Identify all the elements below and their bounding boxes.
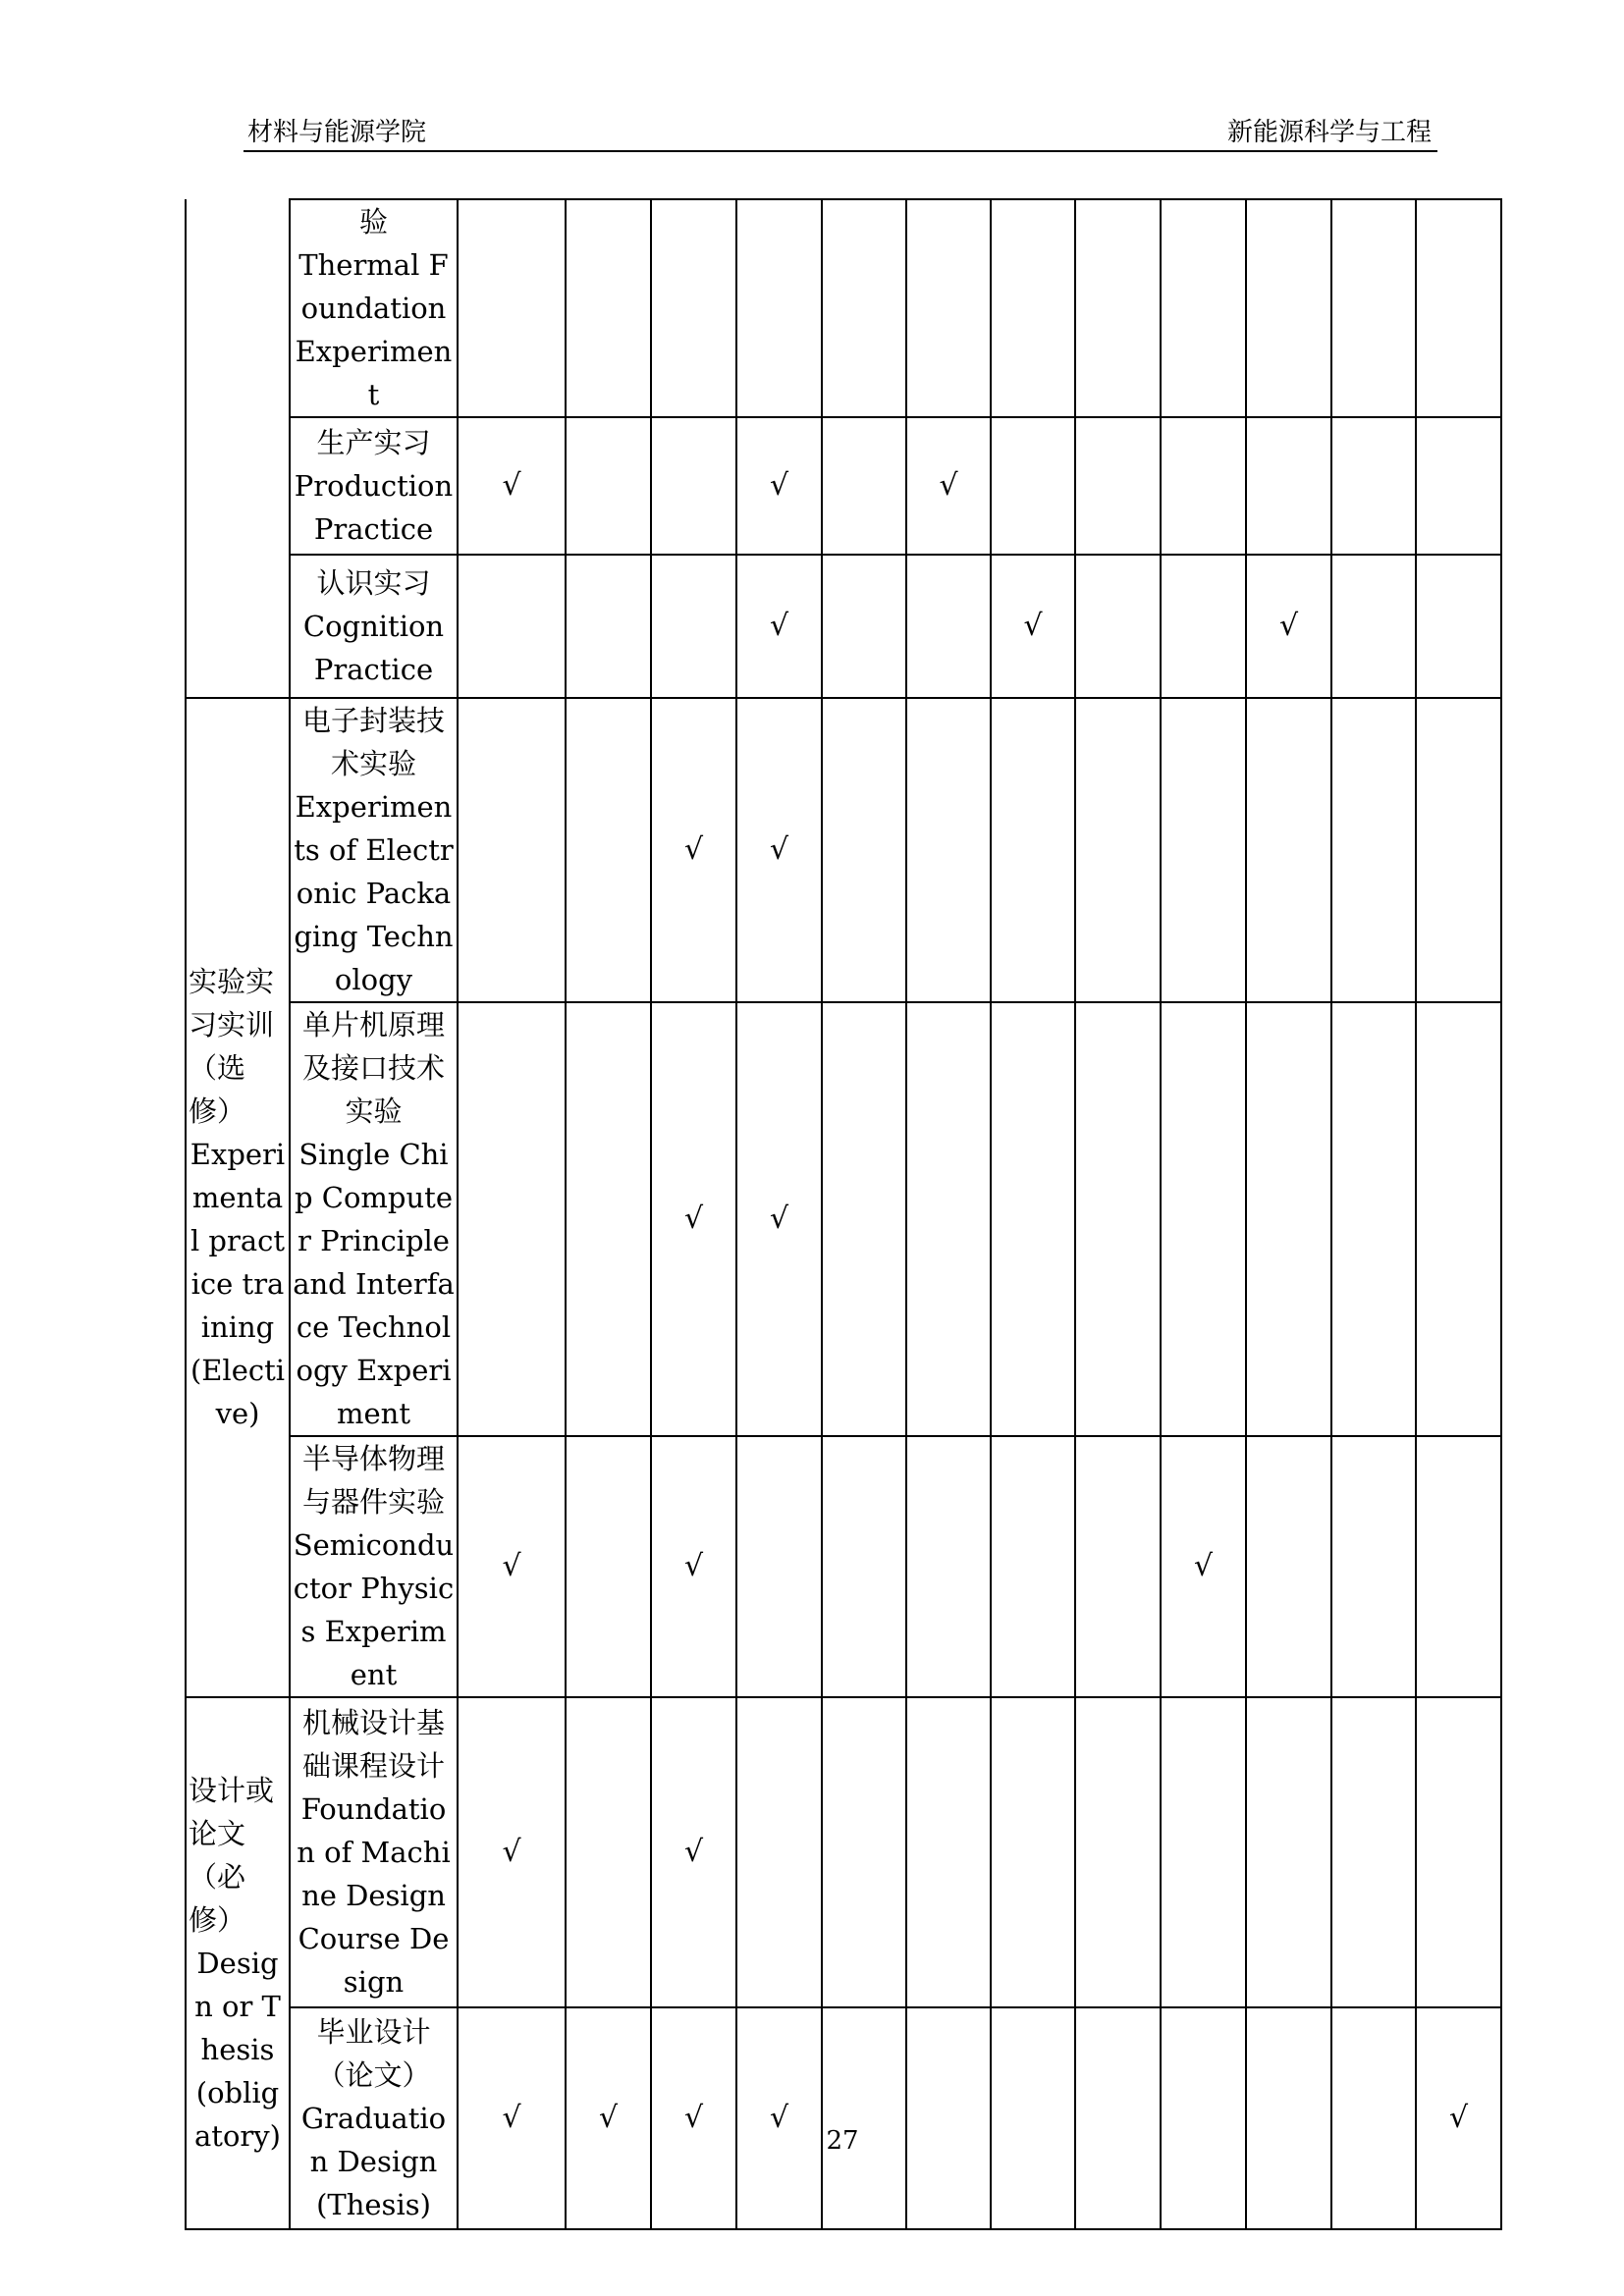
course-name-en: Graduation Design (Thesis) (300, 2102, 447, 2221)
mark-cell (822, 417, 906, 555)
mark-cell (822, 1697, 906, 2007)
table-row (186, 417, 1501, 555)
mark-cell (1161, 555, 1246, 698)
mark-cell (566, 1002, 651, 1436)
mark-cell: √ (651, 1002, 736, 1436)
page-number: 27 (826, 2126, 859, 2156)
mark-cell (1075, 1002, 1161, 1436)
category-name-cn: 实验实习实训（选修） (189, 965, 275, 1128)
mark-cell (822, 1436, 906, 1697)
mark-cell (736, 1697, 822, 2007)
category-name-cn: 设计或论文（必修） (189, 1774, 275, 1937)
mark-cell: √ (458, 417, 566, 555)
mark-cell (991, 199, 1075, 417)
mark-cell (906, 199, 991, 417)
mark-cell (1331, 555, 1416, 698)
mark-cell: √ (458, 1697, 566, 2007)
mark-cell (1331, 1002, 1416, 1436)
course-cell (290, 555, 458, 698)
mark-cell: √ (906, 417, 991, 555)
mark-cell: √ (991, 555, 1075, 698)
mark-cell (736, 1436, 822, 1697)
mark-cell: √ (651, 1436, 736, 1697)
mark-cell (991, 1697, 1075, 2007)
table-row (186, 698, 1501, 1002)
mark-cell (991, 698, 1075, 1002)
mark-cell (1416, 1436, 1501, 1697)
mark-cell (458, 1002, 566, 1436)
mark-cell (1075, 698, 1161, 1002)
mark-cell (906, 555, 991, 698)
mark-cell (458, 698, 566, 1002)
course-cell (290, 1002, 458, 1436)
mark-cell (651, 199, 736, 417)
mark-cell (566, 417, 651, 555)
mark-cell (1416, 1697, 1501, 2007)
mark-cell (1161, 199, 1246, 417)
mark-cell (1331, 698, 1416, 1002)
mark-cell: √ (736, 417, 822, 555)
mark-cell: √ (566, 2007, 651, 2229)
mark-cell (1075, 555, 1161, 698)
mark-cell: √ (458, 2007, 566, 2229)
course-cell (290, 1436, 458, 1697)
table-row (186, 555, 1501, 698)
mark-cell (1161, 1002, 1246, 1436)
mark-cell (566, 698, 651, 1002)
mark-cell (1075, 1697, 1161, 2007)
mark-cell (1075, 2007, 1161, 2229)
mark-cell (822, 2007, 906, 2229)
mark-cell (1075, 199, 1161, 417)
mark-cell (736, 199, 822, 417)
category-cell (186, 698, 290, 1697)
course-requirement-matrix (185, 198, 1502, 2230)
course-name-cn: 半导体物理与器件实验 (301, 1442, 445, 1519)
course-cell (290, 698, 458, 1002)
mark-cell (822, 698, 906, 1002)
mark-cell (1416, 417, 1501, 555)
mark-cell (1246, 417, 1331, 555)
mark-cell (1075, 1436, 1161, 1697)
mark-cell (906, 2007, 991, 2229)
mark-cell (1246, 199, 1331, 417)
course-name-en: Single Chip Computer Principle and Interface Technology Experiment (293, 1138, 455, 1430)
mark-cell (1075, 417, 1161, 555)
mark-cell (1416, 698, 1501, 1002)
mark-cell (822, 199, 906, 417)
mark-cell (1246, 698, 1331, 1002)
course-name-cn: 验 (358, 205, 388, 239)
course-name-en: Experiments of Electronic Packaging Technology (294, 790, 454, 996)
mark-cell (566, 199, 651, 417)
table-row (186, 1697, 1501, 2007)
table-row (186, 1436, 1501, 1697)
mark-cell (651, 417, 736, 555)
mark-cell (651, 555, 736, 698)
page-header-left: 材料与能源学院 (247, 118, 427, 147)
mark-cell: √ (1161, 1436, 1246, 1697)
mark-cell (1331, 1436, 1416, 1697)
course-cell (290, 199, 458, 417)
mark-cell (1416, 199, 1501, 417)
mark-cell (822, 555, 906, 698)
mark-cell (822, 1002, 906, 1436)
mark-cell: √ (736, 1002, 822, 1436)
mark-cell: √ (458, 1436, 566, 1697)
mark-cell (1161, 1697, 1246, 2007)
mark-cell (991, 417, 1075, 555)
mark-cell (458, 555, 566, 698)
course-name-cn: 毕业设计（论文） (316, 2015, 431, 2092)
course-name-cn: 机械设计基础课程设计 (301, 1706, 445, 1783)
mark-cell (566, 1436, 651, 1697)
mark-cell: √ (1416, 2007, 1501, 2229)
mark-cell: √ (736, 2007, 822, 2229)
mark-cell (1246, 1697, 1331, 2007)
mark-cell (458, 199, 566, 417)
mark-cell (906, 1697, 991, 2007)
mark-cell (1331, 199, 1416, 417)
mark-cell (991, 2007, 1075, 2229)
mark-cell (1246, 2007, 1331, 2229)
course-cell (290, 417, 458, 555)
mark-cell (1331, 417, 1416, 555)
mark-cell (1161, 698, 1246, 1002)
course-name-en: Cognition Practice (302, 610, 445, 686)
course-name-en: Semiconductor Physics Experiment (293, 1528, 455, 1691)
mark-cell (1246, 1002, 1331, 1436)
mark-cell (1331, 1697, 1416, 2007)
course-name-cn: 生产实习 (316, 426, 431, 459)
table-row (186, 199, 1501, 417)
course-name-en: Production Practice (294, 469, 454, 546)
course-cell (290, 2007, 458, 2229)
mark-cell: √ (651, 2007, 736, 2229)
category-name-en: Experimental practice training (Elective) (189, 1138, 286, 1430)
header-rule (244, 150, 1437, 152)
mark-cell (906, 1436, 991, 1697)
mark-cell (566, 1697, 651, 2007)
mark-cell: √ (736, 698, 822, 1002)
mark-cell (1161, 417, 1246, 555)
course-name-cn: 认识实习 (316, 566, 431, 600)
category-name-en: Design or Thesis (obligatory) (194, 1947, 281, 2153)
table-row (186, 2007, 1501, 2229)
mark-cell: √ (736, 555, 822, 698)
mark-cell (1161, 2007, 1246, 2229)
mark-cell (1331, 2007, 1416, 2229)
course-name-cn: 电子封装技术实验 (301, 704, 445, 780)
mark-cell (991, 1002, 1075, 1436)
table-row (186, 1002, 1501, 1436)
mark-cell (1416, 555, 1501, 698)
mark-cell (906, 698, 991, 1002)
course-name-en: Thermal Foundation Experiment (295, 248, 453, 411)
mark-cell: √ (651, 698, 736, 1002)
mark-cell: √ (651, 1697, 736, 2007)
mark-cell (1416, 1002, 1501, 1436)
mark-cell: √ (1246, 555, 1331, 698)
mark-cell (566, 555, 651, 698)
course-name-cn: 单片机原理及接口技术实验 (301, 1008, 445, 1128)
mark-cell (1246, 1436, 1331, 1697)
course-name-en: Foundation of Machine Design Course Design (297, 1792, 451, 1999)
mark-cell (991, 1436, 1075, 1697)
course-cell (290, 1697, 458, 2007)
page-header-right: 新能源科学与工程 (1226, 118, 1432, 147)
mark-cell (906, 1002, 991, 1436)
category-cell (186, 199, 290, 698)
